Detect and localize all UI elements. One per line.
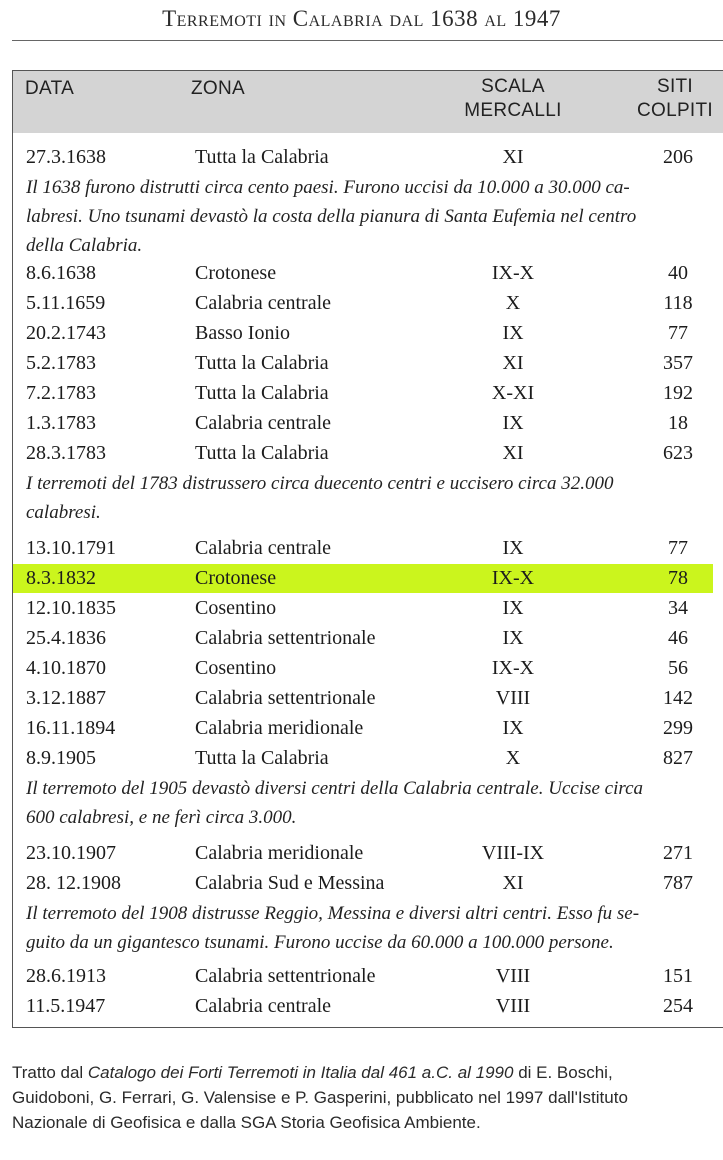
- cell-scale: VIII: [495, 965, 531, 987]
- cell-scale: VIII-IX: [481, 842, 545, 864]
- table-row: [13, 534, 713, 563]
- cell-sites: 623: [663, 442, 693, 464]
- cell-sites: 46: [668, 627, 688, 649]
- earthquake-table: [12, 70, 723, 1028]
- cell-sites: 56: [668, 657, 688, 679]
- table-row: [13, 714, 713, 743]
- note-1908-line-2: guito da un gigantesco tsunami. Furono uccise da 60.000 a 100.000 persone.: [26, 932, 614, 953]
- citation-line-2: Guidoboni, G. Ferrari, G. Valensise e P. Gasperini, pubblicato nel 1997 dall'Istituto: [12, 1088, 628, 1107]
- cell-zone: Crotonese: [195, 262, 277, 284]
- cell-date: 8.9.1905: [26, 747, 96, 769]
- cell-zone: Cosentino: [195, 597, 277, 619]
- cell-scale: IX-X: [491, 262, 535, 284]
- cell-zone: Calabria centrale: [195, 537, 332, 559]
- table-row: [13, 319, 713, 348]
- cell-scale: IX: [502, 412, 524, 434]
- cell-date: 7.2.1783: [26, 382, 96, 404]
- cell-zone: Tutta la Calabria: [195, 442, 329, 464]
- note-1905-line-2: 600 calabresi, e ne ferì circa 3.000.: [26, 807, 297, 828]
- cell-scale: IX: [502, 537, 524, 559]
- cell-zone: Cosentino: [195, 657, 277, 679]
- cell-date: 13.10.1791: [26, 537, 116, 559]
- table-row: [13, 259, 713, 288]
- cell-scale: XI: [502, 352, 524, 374]
- cell-date: 28. 12.1908: [26, 872, 121, 894]
- cell-sites: 206: [663, 146, 693, 168]
- table-row: [13, 409, 713, 438]
- table-row: [13, 992, 713, 1021]
- table-row: [13, 143, 713, 172]
- cell-scale: XI: [502, 146, 524, 168]
- cell-date: 3.12.1887: [26, 687, 106, 709]
- cell-scale: VIII: [495, 687, 531, 709]
- table-row: [13, 439, 713, 468]
- cell-scale: IX: [502, 627, 524, 649]
- table-row: [13, 744, 713, 773]
- cell-zone: Tutta la Calabria: [195, 747, 329, 769]
- table-row: [13, 379, 713, 408]
- cell-date: 11.5.1947: [26, 995, 106, 1017]
- cell-date: 28.3.1783: [26, 442, 106, 464]
- table-header: [13, 71, 723, 133]
- cell-scale: XI: [502, 442, 524, 464]
- cell-scale: XI: [502, 872, 524, 894]
- table-row: [13, 289, 713, 318]
- cell-zone: Tutta la Calabria: [195, 382, 329, 404]
- catalog-title: Catalogo dei Forti Terremoti in Italia dal 461 a.C. al 1990: [87, 1063, 514, 1082]
- note-1905-line-1: Il terremoto del 1905 devastò diversi centri della Calabria centrale. Uccise circa: [26, 778, 644, 799]
- title-rule: [12, 40, 723, 41]
- cell-sites: 40: [668, 262, 688, 284]
- table-row: [13, 962, 713, 991]
- cell-date: 28.6.1913: [26, 965, 106, 987]
- cell-scale: IX: [502, 717, 524, 739]
- cell-scale: IX-X: [491, 567, 535, 589]
- table-row: [13, 594, 713, 623]
- cell-scale: X-XI: [491, 382, 535, 404]
- cell-scale: IX-X: [491, 657, 535, 679]
- note-1783-line-1: I terremoti del 1783 distrussero circa duecento centri e uccisero circa 32.000: [26, 473, 614, 494]
- cell-zone: Crotonese: [195, 567, 277, 589]
- cell-date: 27.3.1638: [26, 146, 106, 168]
- cell-date: 8.6.1638: [26, 262, 96, 284]
- cell-date: 20.2.1743: [26, 322, 106, 344]
- cell-scale: IX: [502, 597, 524, 619]
- cell-zone: Tutta la Calabria: [195, 352, 329, 374]
- cell-sites: 299: [663, 717, 693, 739]
- table-row: [13, 349, 713, 378]
- citation-line-3: Nazionale di Geofisica e dalla SGA Storia Geofisica Ambiente.: [12, 1113, 481, 1132]
- cell-date: 5.11.1659: [26, 292, 106, 314]
- cell-zone: Calabria Sud e Messina: [195, 872, 385, 894]
- cell-zone: Calabria centrale: [195, 995, 332, 1017]
- header-scala-mercalli: SCALA MERCALLI: [464, 76, 562, 121]
- cell-zone: Calabria centrale: [195, 292, 332, 314]
- header-data: DATA: [25, 78, 75, 99]
- cell-sites: 254: [663, 995, 693, 1017]
- cell-sites: 118: [663, 292, 693, 314]
- note-1783-line-2: calabresi.: [26, 502, 101, 523]
- cell-zone: Calabria settentrionale: [195, 965, 376, 987]
- header-zona: ZONA: [191, 78, 245, 99]
- table-row: [13, 684, 713, 713]
- table-row: [13, 624, 713, 653]
- source-citation: [12, 1060, 723, 1135]
- cell-date: 5.2.1783: [26, 352, 96, 374]
- note-1638-line-3: della Calabria.: [26, 235, 143, 256]
- cell-date: 12.10.1835: [26, 597, 116, 619]
- cell-sites: 192: [663, 382, 693, 404]
- cell-sites: 77: [668, 537, 688, 559]
- cell-sites: 142: [663, 687, 693, 709]
- table-row-highlighted: [13, 564, 713, 593]
- cell-scale: VIII: [495, 995, 531, 1017]
- cell-sites: 78: [668, 567, 688, 589]
- cell-scale: X: [505, 292, 521, 314]
- cell-zone: Calabria centrale: [195, 412, 332, 434]
- cell-zone: Basso Ionio: [195, 322, 290, 344]
- cell-sites: 357: [663, 352, 693, 374]
- cell-zone: Calabria settentrionale: [195, 627, 376, 649]
- header-siti-colpiti: SITI COLPITI: [636, 76, 713, 121]
- cell-date: 23.10.1907: [26, 842, 116, 864]
- table-row: [13, 869, 713, 898]
- citation-line-1: Tratto dal Catalogo dei Forti Terremoti in Italia dal 461 a.C. al 1990 di E. Boschi,: [12, 1063, 613, 1082]
- cell-sites: 787: [663, 872, 693, 894]
- cell-date: 1.3.1783: [26, 412, 96, 434]
- cell-zone: Calabria meridionale: [195, 717, 364, 739]
- cell-scale: X: [505, 747, 521, 769]
- cell-date: 16.11.1894: [26, 717, 116, 739]
- cell-date: 25.4.1836: [26, 627, 106, 649]
- cell-date: 8.3.1832: [26, 567, 96, 589]
- cell-sites: 18: [668, 412, 688, 434]
- cell-sites: 271: [663, 842, 693, 864]
- cell-sites: 827: [663, 747, 693, 769]
- cell-date: 4.10.1870: [26, 657, 106, 679]
- note-1908-line-1: Il terremoto del 1908 distrusse Reggio, Messina e diversi altri centri. Esso fu se-: [26, 903, 640, 924]
- note-1638-line-1: Il 1638 furono distrutti circa cento paesi. Furono uccisi da 10.000 a 30.000 ca-: [26, 177, 630, 198]
- table-row: [13, 839, 713, 868]
- cell-zone: Calabria meridionale: [195, 842, 364, 864]
- table-row: [13, 654, 713, 683]
- cell-sites: 77: [668, 322, 688, 344]
- cell-sites: 151: [663, 965, 693, 987]
- note-1638-line-2: labresi. Uno tsunami devastò la costa della pianura di Santa Eufemia nel centro: [26, 206, 637, 227]
- cell-zone: Tutta la Calabria: [195, 146, 329, 168]
- cell-sites: 34: [668, 597, 688, 619]
- cell-zone: Calabria settentrionale: [195, 687, 376, 709]
- page-title: Terremoti in Calabria dal 1638 al 1947: [162, 6, 561, 31]
- cell-scale: IX: [502, 322, 524, 344]
